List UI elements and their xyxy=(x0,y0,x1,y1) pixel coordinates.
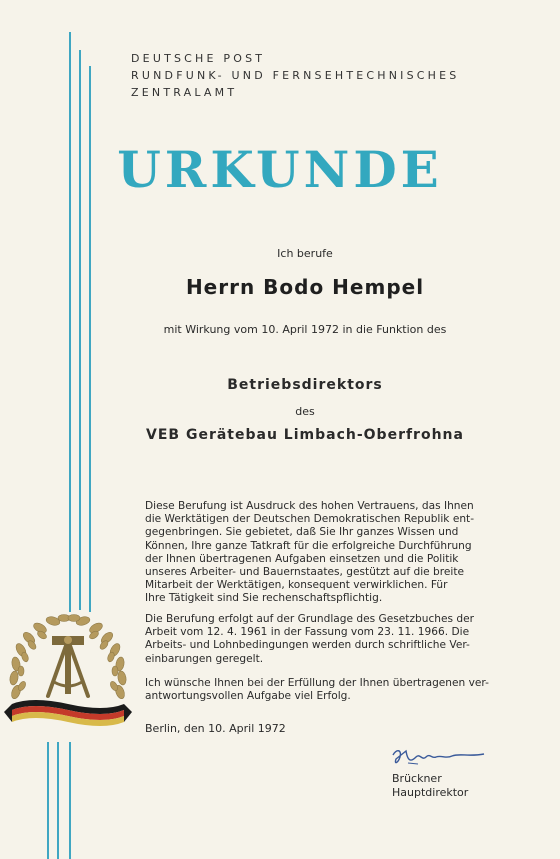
paragraph-3 xyxy=(145,677,540,703)
decorative-line xyxy=(69,742,71,859)
document-title: URKUNDE xyxy=(117,140,443,199)
paragraph-line: die Werktätigen der Deutschen Demokratischen Republik ent- xyxy=(145,513,475,526)
position-title: Betriebsdirektors xyxy=(227,377,383,393)
paragraph-line: einbarungen geregelt. xyxy=(145,652,264,665)
paragraph-1 xyxy=(145,500,540,606)
paragraph-line: der Ihnen übertragenen Aufgaben einsetzen und die Politik xyxy=(145,552,459,565)
issuer-header xyxy=(131,50,460,101)
decorative-line xyxy=(57,742,59,859)
issuer-line-1: DEUTSCHE POST xyxy=(131,52,266,65)
issuer-line-2: RUNDFUNK- UND FERNSEHTECHNISCHES xyxy=(131,69,460,82)
paragraph-2 xyxy=(145,613,540,666)
signatory-role: Hauptdirektor xyxy=(392,786,469,799)
paragraph-line: Arbeit vom 12. 4. 1961 in der Fassung vom 23. 11. 1966. Die xyxy=(145,626,470,639)
paragraph-line: unseres Arbeiter- und Bauernstaates, gestützt auf die breite xyxy=(145,566,464,579)
issuer-line-3: ZENTRALAMT xyxy=(131,86,238,99)
effective-date-text: mit Wirkung vom 10. April 1972 in die Funktion des xyxy=(163,323,447,336)
decorative-line xyxy=(69,32,71,612)
paragraph-line: gegenbringen. Sie gebietet, daß Sie Ihr ganzes Wissen und xyxy=(145,526,459,539)
paragraph-line: Mitarbeit der Werktätigen, konsequent verwirklichen. Für xyxy=(145,579,448,592)
handwritten-signature xyxy=(388,745,488,771)
paragraph-line: Können, Ihre ganze Tatkraft für die erfolgreiche Durchführung xyxy=(145,539,472,552)
place-date: Berlin, den 10. April 1972 xyxy=(145,722,286,735)
intro-text: Ich berufe xyxy=(277,247,333,260)
paragraph-line: Ihre Tätigkeit sind Sie rechenschaftspflichtig. xyxy=(145,592,383,605)
paragraph-line: Ich wünsche Ihnen bei der Erfüllung der Ihnen übertragenen ver- xyxy=(145,677,489,689)
signatory-name: Brückner xyxy=(392,772,442,785)
paragraph-line: antwortungsvollen Aufgabe viel Erfolg. xyxy=(145,690,351,703)
paragraph-line: Diese Berufung ist Ausdruck des hohen Vertrauens, das Ihnen xyxy=(145,500,474,512)
paragraph-line: Die Berufung erfolgt auf der Grundlage des Gesetzbuches der xyxy=(145,613,474,625)
signatory-block xyxy=(392,772,468,800)
decorative-line xyxy=(47,742,49,859)
paragraph-line: Arbeits- und Lohnbedingungen werden durch schriftliche Ver- xyxy=(145,639,470,652)
company-name: VEB Gerätebau Limbach-Oberfrohna xyxy=(146,427,464,443)
recipient-name: Herrn Bodo Hempel xyxy=(185,275,425,299)
article-text: des xyxy=(295,405,315,418)
state-emblem-icon xyxy=(2,600,134,740)
